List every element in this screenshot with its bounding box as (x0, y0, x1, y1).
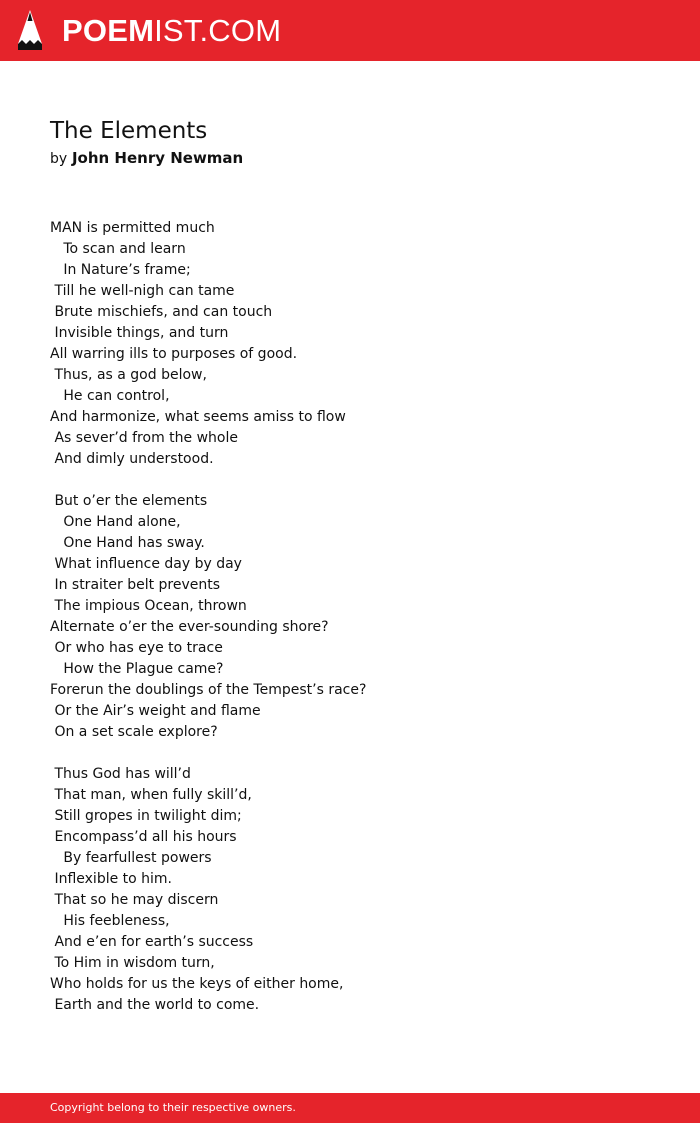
author-name: John Henry Newman (71, 149, 244, 167)
site-header (0, 0, 700, 61)
site-logo-text[interactable] (62, 11, 281, 51)
poem-title: The Elements (50, 118, 208, 144)
byline (50, 148, 243, 169)
pencil-tip-icon[interactable] (17, 9, 43, 51)
brand-bold: POEM (62, 13, 155, 48)
site-footer (0, 1093, 700, 1123)
brand-light: IST.COM (154, 13, 282, 48)
by-prefix: by (50, 151, 68, 167)
poem-text: MAN is permitted much To scan and learn In Nature’s frame; Till he well-nigh can tame Brute mischiefs, and can touch Invisible things, and turn All warring ills to purposes of good. Thus, as a god below, He can control, And harmonize, what seems amiss to flow As sever’d from the whole And dimly understood. But o’er the elements One Hand alone, One Hand has sway. What influence day by day In straiter belt prevents The impious Ocean, thrown Alternate o’er the ever-sounding shore? Or who has eye to trace How the Plague came? Forerun the doublings of the Tempest’s race? Or the Air’s weight and flame On a set scale explore? Thus God has will’d That man, when fully skill’d, Still gropes in twilight dim; Encompass’d all his hours By fearfullest powers Inflexible to him. That so he may discern His feebleness, And e’en for earth’s success To Him in wisdom turn, Who holds for us the keys of either home, Earth and the world to come. (50, 220, 367, 1013)
copyright-text: Copyright belong to their respective owners. (50, 1101, 296, 1114)
